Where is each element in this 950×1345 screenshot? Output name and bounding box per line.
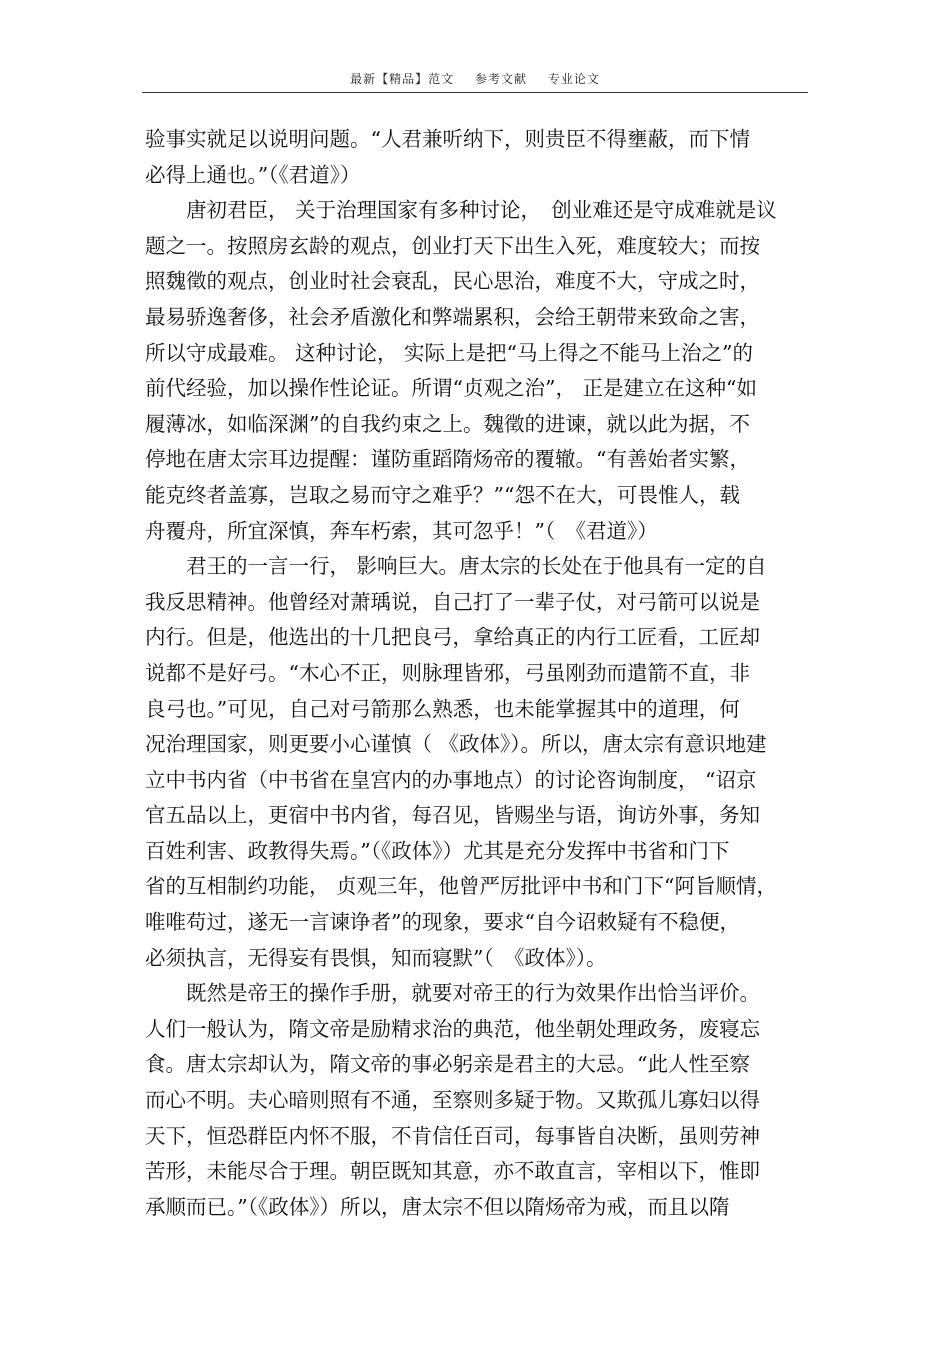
text-line: 既然是帝王的操作手册，就要对帝王的行为效果作出恰当评价。 <box>145 981 760 1006</box>
header-divider <box>142 92 808 93</box>
text-line: 而心不明。夫心暗则照有不通，至察则多疑于物。又欺孤儿寡妇以得 <box>145 1088 760 1113</box>
text-line: 官五品以上，更宿中书内省，每召见，皆赐坐与语，询访外事，务知 <box>145 803 760 828</box>
text-line: 所以守成最难。 这种讨论， 实际上是把“马上得之不能马上治之”的 <box>145 340 753 365</box>
text-line: 内行。但是，他选出的十几把良弓，拿给真正的内行工匠看，工匠却 <box>145 625 760 650</box>
header-label-lunwen: 专业论文 <box>547 72 600 86</box>
text-line: 立中书内省（中书省在皇宫内的办事地点）的讨论咨询制度， “诏京 <box>145 767 757 792</box>
text-line: 必得上通也。”（《君道》） <box>145 162 361 187</box>
text-line: 我反思精神。他曾经对萧瑀说，自己打了一辈子仗，对弓箭可以说是 <box>145 589 760 614</box>
text-line: 苦形，未能尽合于理。朝臣既知其意，亦不敢直言，宰相以下，惟即 <box>145 1159 760 1184</box>
text-line: 必须执言，无得妄有畏惧，知而寝默”（ 《政体》）。 <box>145 945 607 970</box>
text-line: 最易骄逸奢侈，社会矛盾激化和弊端累积，会给王朝带来致命之害， <box>145 304 760 329</box>
text-line: 照魏徵的观点，创业时社会衰乱，民心思治，难度不大，守成之时， <box>145 269 760 294</box>
text-line: 能克终者盖寡，岂取之易而守之难乎？”“怨不在大，可畏惟人，载 <box>145 482 740 507</box>
text-line: 人们一般认为，隋文帝是励精求治的典范，他坐朝处理政务，废寝忘 <box>145 1016 760 1041</box>
text-line: 停地在唐太宗耳边提醒：谨防重蹈隋炀帝的覆辙。“有善始者实繁， <box>145 447 750 472</box>
body-text <box>145 122 810 1225</box>
text-line: 百姓利害、政教得失焉。”（《政体》）尤其是充分发挥中书省和门下 <box>145 838 730 863</box>
text-line: 前代经验，加以操作性论证。所谓“贞观之治”， 正是建立在这种“如 <box>145 376 757 401</box>
text-line: 验事实就足以说明问题。“人君兼听纳下，则贵臣不得壅蔽，而下情 <box>145 127 750 151</box>
text-line: 说都不是好弓。“木心不正，则脉理皆邪，弓虽刚劲而遣箭不直，非 <box>145 660 750 685</box>
text-line: 食。唐太宗却认为，隋文帝的事必躬亲是君主的大忌。“此人性至察 <box>145 1052 750 1077</box>
text-line: 君王的一言一行， 影响巨大。唐太宗的长处在于他具有一定的自 <box>145 554 767 579</box>
text-line: 唯唯苟过，遂无一言谏诤者”的现象，要求“自今诏敕疑有不稳便， <box>145 910 740 935</box>
text-line: 省的互相制约功能， 贞观三年，他曾严厉批评中书和门下“阿旨顺情， <box>145 874 777 899</box>
text-line: 良弓也。”可见，自己对弓箭那么熟悉，也未能掌握其中的道理，何 <box>145 696 740 721</box>
text-line: 况治理国家，则更要小心谨慎（ 《政体》）。所以，唐太宗有意识地建 <box>145 732 767 757</box>
header-label-fanwen: 最新【精品】范文 <box>350 72 455 86</box>
text-line: 唐初君臣， 关于治理国家有多种讨论， 创业难还是守成难就是议 <box>145 198 777 223</box>
page-header <box>0 70 950 87</box>
text-line: 天下，恒恐群臣内怀不服，不肯信任百司，每事皆自决断，虽则劳神 <box>145 1123 760 1148</box>
text-line: 承顺而已。”（《政体》）所以，唐太宗不但以隋炀帝为戒，而且以隋 <box>145 1194 730 1219</box>
text-line: 舟覆舟，所宜深慎，奔车朽索，其可忽乎！”（ 《君道》） <box>145 518 658 543</box>
text-line: 题之一。按照房玄龄的观点，创业打天下出生入死，难度较大；而按 <box>145 233 760 258</box>
text-line: 履薄冰，如临深渊”的自我约束之上。魏徵的进谏，就以此为据，不 <box>145 411 750 436</box>
header-label-cankao: 参考文献 <box>474 72 527 86</box>
